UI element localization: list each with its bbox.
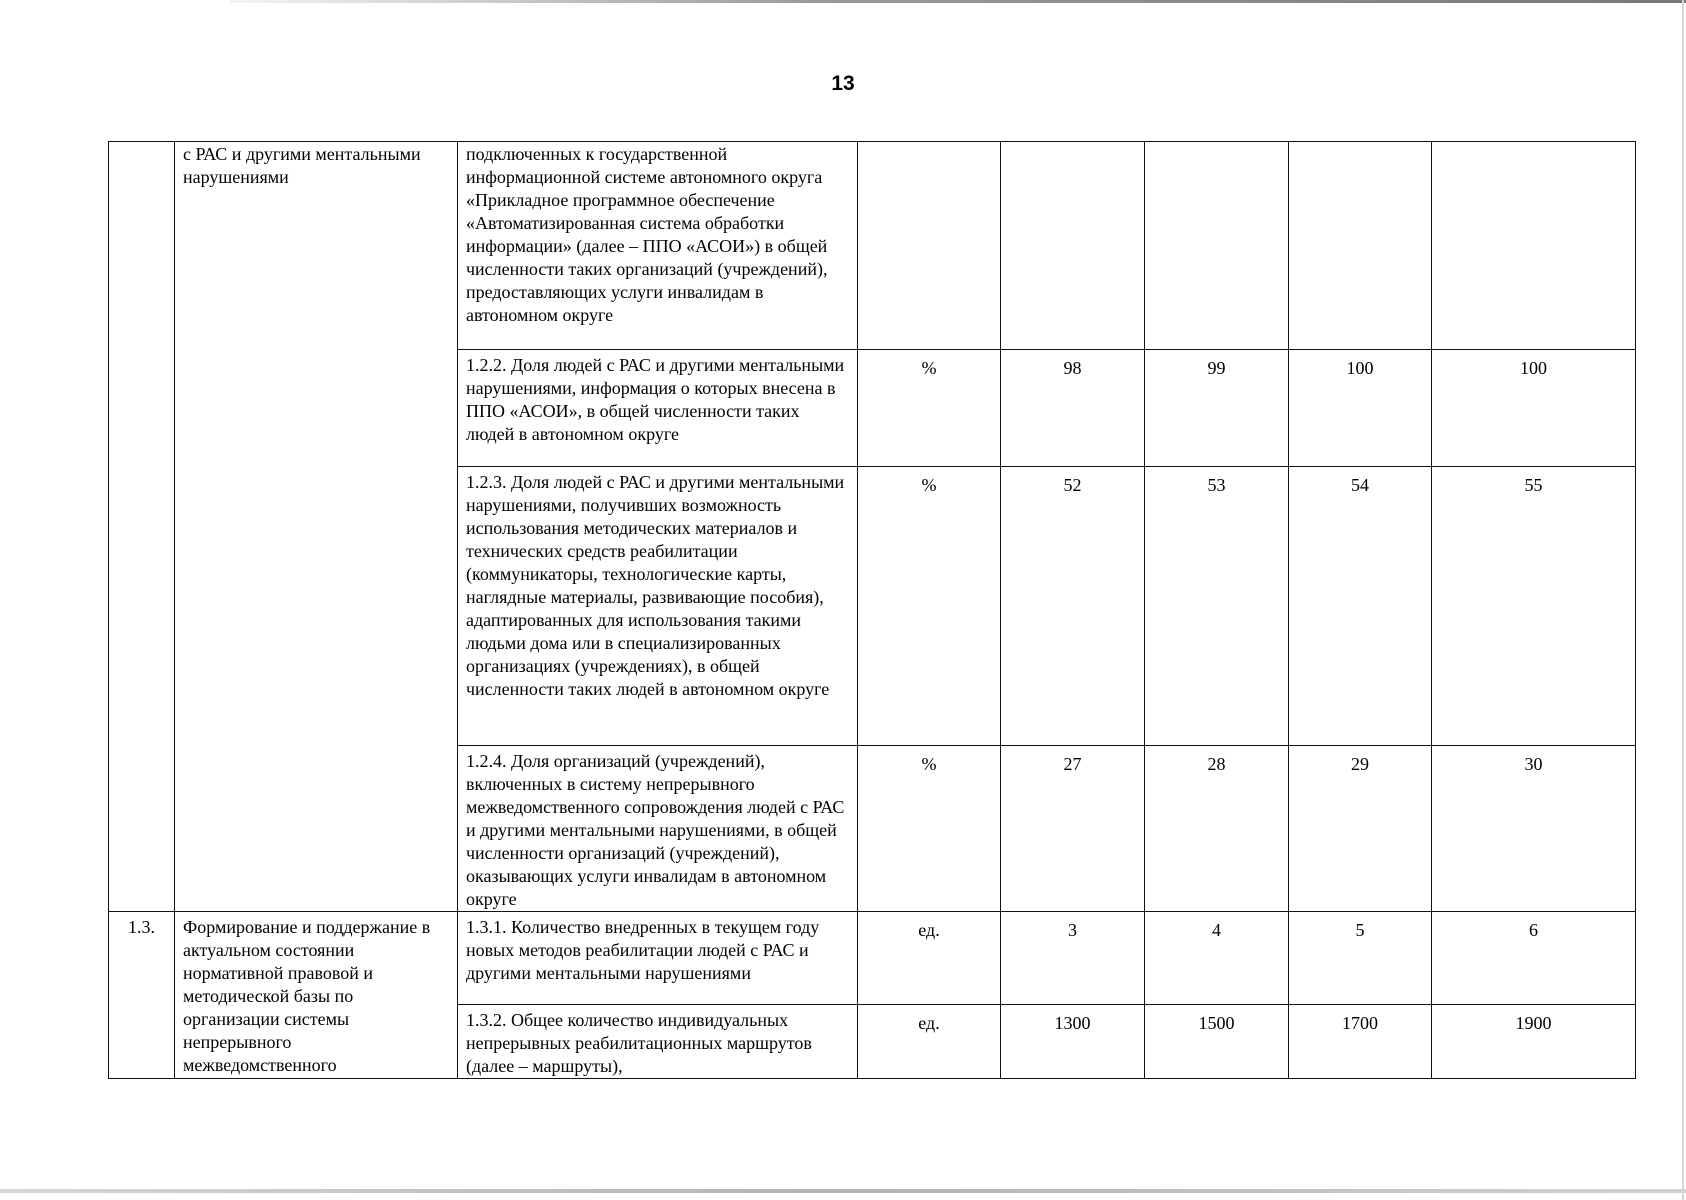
task-number-cell [109, 142, 175, 912]
value-cell: 28 [1145, 746, 1289, 912]
unit-cell: ед. [858, 912, 1001, 1005]
value-cell: 27 [1001, 746, 1145, 912]
task-number-cell: 1.3. [109, 912, 175, 1079]
value-cell [1289, 142, 1432, 350]
indicator-cell: подключенных к государственной информационной системе автономного округа «Прикладное программное обеспечение «Автоматизированная система обработки информации» (далее – ППО «АСОИ») в общей численности таких организаций (учреждений), предоставляющих услуги инвалидам в автономном округе [458, 142, 858, 350]
unit-cell: % [858, 350, 1001, 467]
value-cell [1145, 142, 1289, 350]
unit-cell [858, 142, 1001, 350]
value-cell: 1500 [1145, 1005, 1289, 1079]
table-row [109, 142, 1636, 350]
scan-edge-top [230, 0, 1686, 3]
value-cell: 3 [1001, 912, 1145, 1005]
indicator-cell: 1.2.2. Доля людей с РАС и другими ментальными нарушениями, информация о которых внесена в ППО «АСОИ», в общей численности таких людей в автономном округе [458, 350, 858, 467]
table-row [109, 912, 1636, 1005]
unit-cell: % [858, 467, 1001, 746]
value-cell: 99 [1145, 350, 1289, 467]
value-cell: 55 [1432, 467, 1636, 746]
scan-edge-bottom [0, 1189, 1686, 1193]
value-cell: 98 [1001, 350, 1145, 467]
value-cell: 30 [1432, 746, 1636, 912]
value-cell: 1300 [1001, 1005, 1145, 1079]
indicator-cell: 1.2.4. Доля организаций (учреждений), включенных в систему непрерывного межведомственного сопровождения людей с РАС и другими ментальными нарушениями, в общей численности организаций (учреждений), оказывающих услуги инвалидам в автономном округе [458, 746, 858, 912]
value-cell: 6 [1432, 912, 1636, 1005]
task-cell: Формирование и поддержание в актуальном состоянии нормативной правовой и методической базы по организации системы непрерывного межведомственного [175, 912, 458, 1079]
value-cell [1432, 142, 1636, 350]
unit-cell: % [858, 746, 1001, 912]
scan-edge-right [1682, 0, 1684, 1200]
value-cell: 1700 [1289, 1005, 1432, 1079]
indicator-cell: 1.3.2. Общее количество индивидуальных непрерывных реабилитационных маршрутов (далее – маршруты), [458, 1005, 858, 1079]
value-cell [1001, 142, 1145, 350]
page-number: 13 [831, 72, 855, 95]
value-cell: 52 [1001, 467, 1145, 746]
value-cell: 53 [1145, 467, 1289, 746]
value-cell: 100 [1432, 350, 1636, 467]
value-cell: 100 [1289, 350, 1432, 467]
value-cell: 1900 [1432, 1005, 1636, 1079]
indicator-cell: 1.2.3. Доля людей с РАС и другими ментальными нарушениями, получивших возможность использования методических материалов и технических средств реабилитации (коммуникаторы, технологические карты, наглядные материалы, развивающие пособия), адаптированных для использования такими людьми дома или в специализированных организациях (учреждениях), в общей численности таких людей в автономном округе [458, 467, 858, 746]
indicators-table [108, 141, 1636, 1079]
value-cell: 4 [1145, 912, 1289, 1005]
indicator-cell: 1.3.1. Количество внедренных в текущем году новых методов реабилитации людей с РАС и другими ментальными нарушениями [458, 912, 858, 1005]
unit-cell: ед. [858, 1005, 1001, 1079]
value-cell: 29 [1289, 746, 1432, 912]
task-cell: с РАС и другими ментальными нарушениями [175, 142, 458, 912]
value-cell: 54 [1289, 467, 1432, 746]
value-cell: 5 [1289, 912, 1432, 1005]
